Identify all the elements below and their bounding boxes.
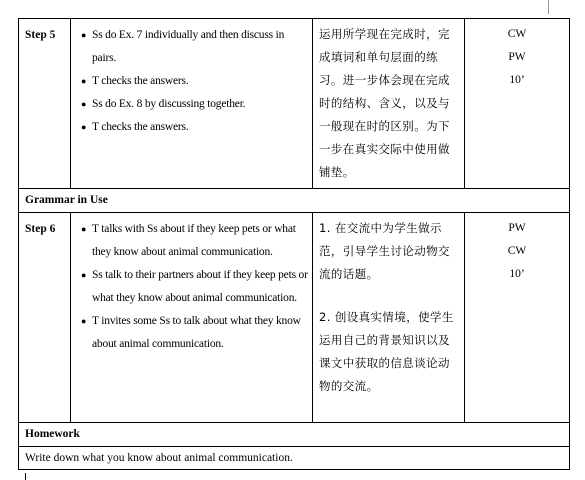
- step5-label: Step 5: [19, 19, 71, 189]
- step6-activity-list: [71, 213, 312, 356]
- step6-purpose-1: 1. 在交流中为学生做示范，引导学生讨论动物交流的话题。: [319, 221, 450, 281]
- step6-row: [19, 213, 570, 423]
- list-item: ● Ss talk to their partners about if they keep pets or what they know about animal communication.: [81, 264, 308, 310]
- list-item: ● Ss do Ex. 7 individually and then discuss in pairs.: [81, 24, 308, 70]
- mode-label: PW: [508, 51, 526, 63]
- homework-text: Write down what you know about animal communication.: [19, 447, 570, 470]
- step6-label: Step 6: [19, 213, 71, 423]
- step5-modes: [465, 19, 570, 189]
- text-cursor: [25, 473, 26, 480]
- step5-purpose-text: 运用所学现在完成时，完成填词和单句层面的练习。进一步体会现在完成时的结构、含义，以及与一般现在时的区别。为下一步在真实交际中使用做铺垫。: [319, 27, 450, 179]
- homework-text-row: [19, 447, 570, 470]
- step5-activities-cell: [71, 19, 313, 189]
- step5-activity-list: [71, 19, 312, 139]
- mode-label: CW: [507, 28, 527, 40]
- list-item: ● T invites some Ss to talk about what they know about animal communication.: [81, 310, 308, 356]
- list-item: ● T checks the answers.: [81, 116, 308, 139]
- mode-label: CW: [507, 245, 527, 257]
- homework-title: Homework: [19, 423, 570, 447]
- grammar-section-title: Grammar in Use: [19, 189, 570, 213]
- step6-purpose-2: 2. 创设真实情境，使学生运用自己的背景知识以及课文中获取的信息谈论动物的交流。: [319, 310, 454, 393]
- grammar-section-row: [19, 189, 570, 213]
- time-label: 10’: [509, 268, 525, 280]
- step5-row: [19, 19, 570, 189]
- time-label: 10’: [509, 74, 525, 86]
- step6-modes: [465, 213, 570, 423]
- step6-activities-cell: [71, 213, 313, 423]
- step6-purpose: [313, 213, 465, 423]
- homework-title-row: [19, 423, 570, 447]
- page-margin-marker: [548, 0, 549, 14]
- step5-purpose: [313, 19, 465, 189]
- list-item: ● Ss do Ex. 8 by discussing together.: [81, 93, 308, 116]
- list-item: ● T checks the answers.: [81, 70, 308, 93]
- list-item: ● T talks with Ss about if they keep pets or what they know about animal communication.: [81, 218, 308, 264]
- mode-label: PW: [508, 222, 526, 234]
- lesson-plan-table: [18, 18, 570, 470]
